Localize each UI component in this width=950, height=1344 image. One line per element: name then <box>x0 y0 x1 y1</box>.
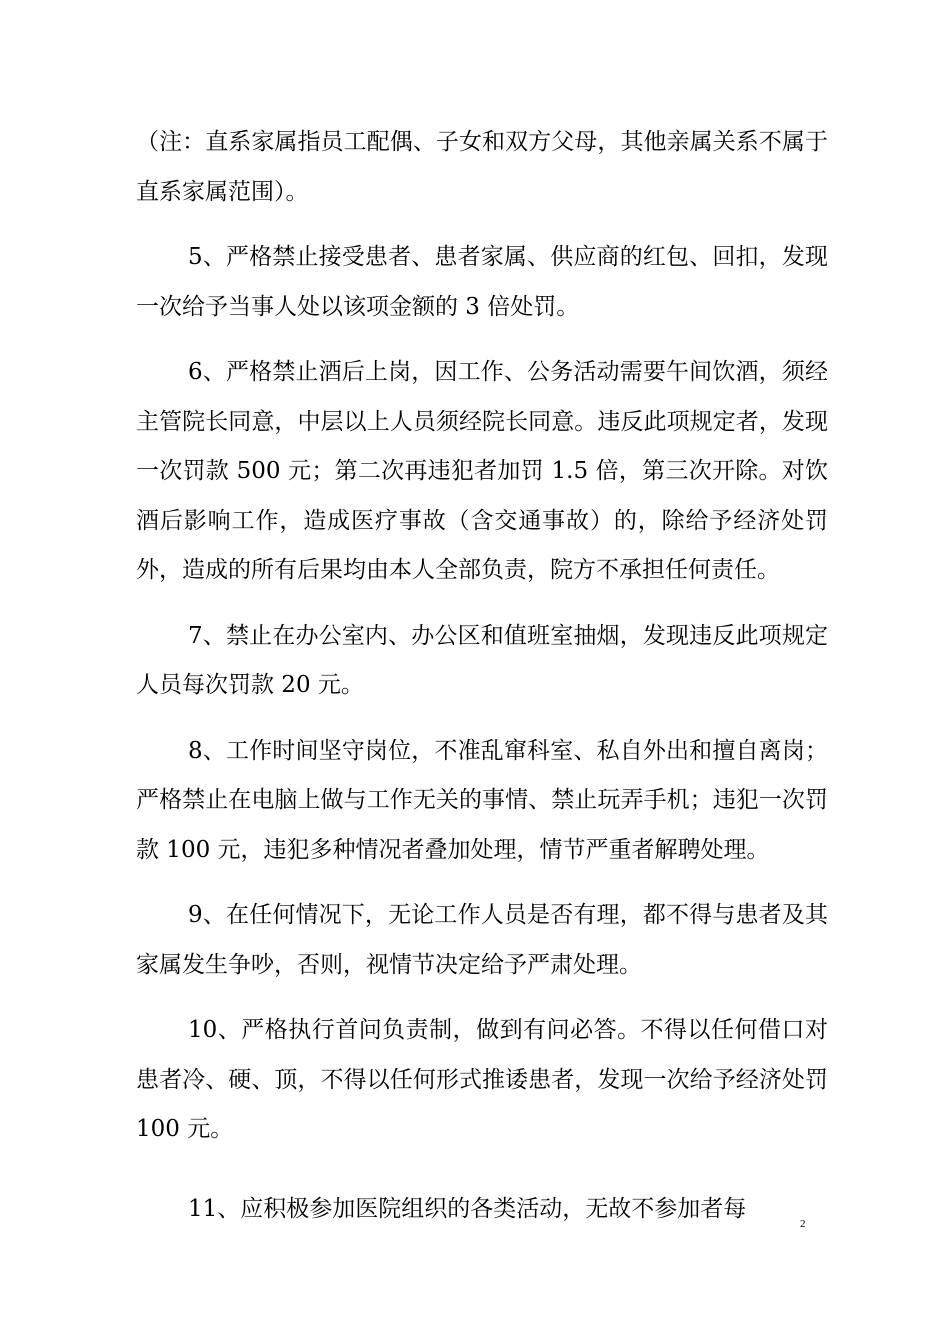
rule-paragraph-7: 7、禁止在办公室内、办公区和值班室抽烟，发现违反此项规定人员每次罚款 20 元。 <box>136 622 828 698</box>
rule-paragraph-5: 5、严格禁止接受患者、患者家属、供应商的红包、回扣，发现一次给予当事人处以该项金额的 3 倍处罚。 <box>136 244 828 320</box>
rule-paragraph-11: 11、应积极参加医院组织的各类活动，无故不参加者每 <box>188 1195 747 1222</box>
document-body <box>136 118 828 1234</box>
note-paragraph: （注：直系家属指员工配偶、子女和双方父母，其他亲属关系不属于直系家属范围）。 <box>136 129 828 205</box>
rule-paragraph-9: 9、在任何情况下，无论工作人员是否有理，都不得与患者及其家属发生争吵，否则，视情节决定给予严肃处理。 <box>136 902 828 978</box>
page-number: 2 <box>800 1218 806 1230</box>
rule-paragraph-6: 6、严格禁止酒后上岗，因工作、公务活动需要午间饮酒，须经主管院长同意，中层以上人员须经院长同意。违反此项规定者，发现一次罚款 500 元；第二次再违犯者加罚 1.5 倍，第三次开除。对饮酒后影响工作，造成医疗事故（含交通事故）的，除给予经济处罚外，造成的所有后果均由本人全部负责，院方不承担任何责任。 <box>136 359 828 583</box>
rule-paragraph-10: 10、严格执行首问负责制，做到有问必答。不得以任何借口对患者冷、硬、顶，不得以任何形式推诿患者，发现一次给予经济处罚 100 元。 <box>136 1017 828 1142</box>
rule-paragraph-8: 8、工作时间坚守岗位，不准乱窜科室、私自外出和擅自离岗；严格禁止在电脑上做与工作无关的事情、禁止玩弄手机；违犯一次罚款 100 元，违犯多种情况者叠加处理，情节严重者解聘处理。 <box>136 737 828 863</box>
